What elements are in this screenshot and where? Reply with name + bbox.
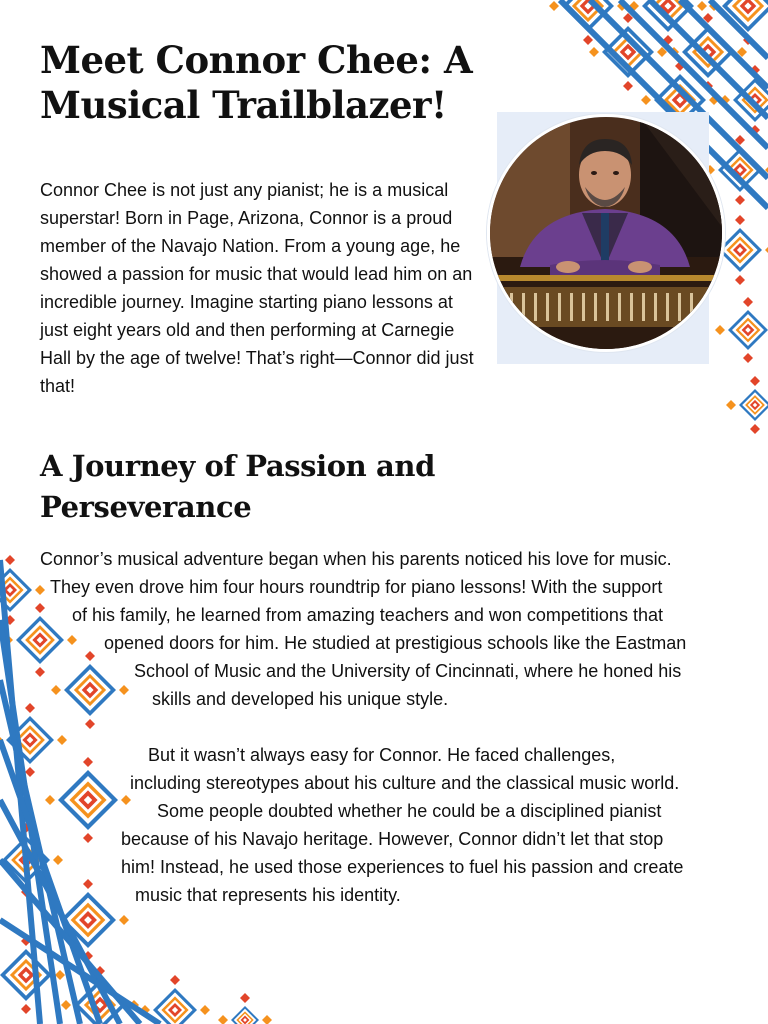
intro-paragraph: Connor Chee is not just any pianist; he is a musical superstar! Born in Page, Arizona, Connor is a proud member of the Navajo Nation. From a young age, he showed a passion for music that would lead him on an incredible journey. Imagine starting piano lessons at just eight years old and then performing at Carnegie Hall by the age of twelve! That’s right—Connor did just that!	[40, 180, 474, 396]
paragraph1-line: School of Music and the University of Cincinnati, where he honed his	[134, 661, 682, 681]
paragraph2-line: because of his Navajo heritage. However, Connor didn’t let that stop	[121, 829, 664, 849]
pianist-portrait-image	[490, 117, 722, 349]
paragraph2-line: him! Instead, he used those experiences to fuel his passion and create	[121, 857, 684, 877]
page-title: Meet Connor Chee: A Musical Trailblazer!	[40, 38, 473, 127]
paragraph1-line: opened doors for him. He studied at prestigious schools like the Eastman	[104, 633, 687, 653]
portrait-circle	[487, 114, 725, 352]
section-heading: A Journey of Passion and Perseverance	[40, 449, 435, 524]
paragraph2-line: including stereotypes about his culture and the classical music world.	[130, 773, 680, 793]
paragraph2-line: music that represents his identity.	[135, 885, 401, 905]
paragraph2-line: Some people doubted whether he could be a disciplined pianist	[157, 801, 662, 821]
paragraph1-line: They even drove him four hours roundtrip for piano lessons! With the support	[50, 577, 663, 597]
paragraph1-line: Connor’s musical adventure began when his parents noticed his love for music.	[40, 549, 672, 569]
paragraph2-line: But it wasn’t always easy for Connor. He faced challenges,	[148, 745, 616, 765]
paragraph1-line: skills and developed his unique style.	[152, 689, 449, 709]
paragraph1-line: of his family, he learned from amazing teachers and won competitions that	[72, 605, 663, 625]
portrait-photo	[487, 112, 719, 364]
